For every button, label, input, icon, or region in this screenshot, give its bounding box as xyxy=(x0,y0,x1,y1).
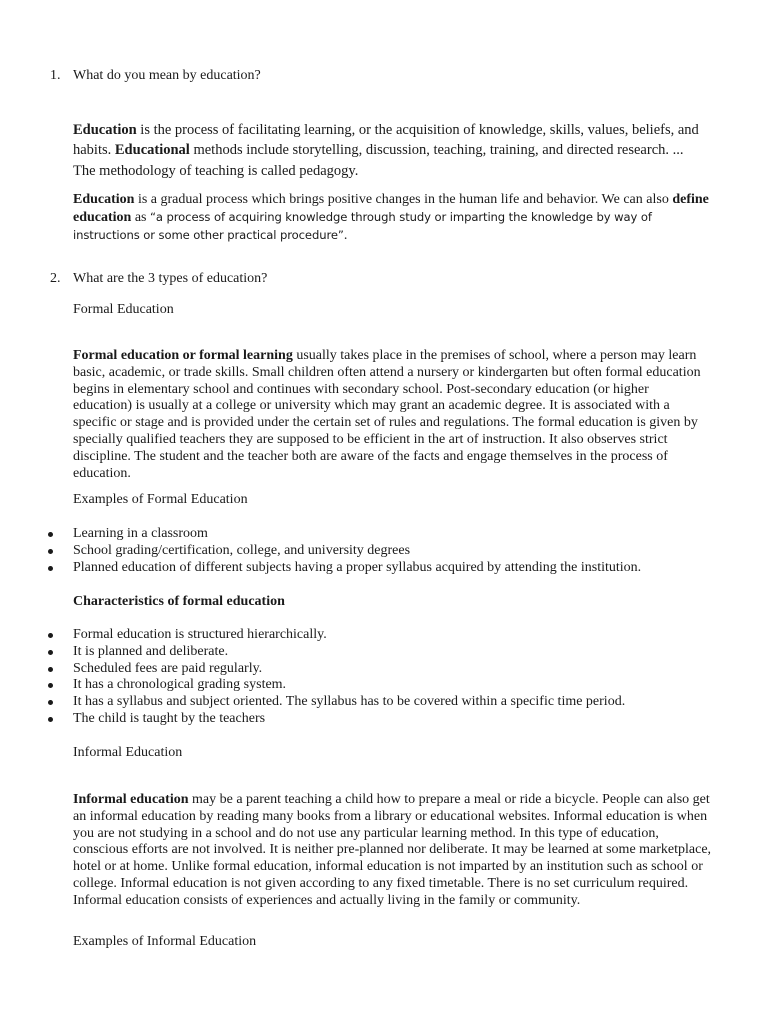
formal-para-text: usually takes place in the premises of school, where a person may learn basic, academic, or trade skills. Small children often attend a nursery or kindergarten but often formal education begins in elementary school and continues with secondary school. Post-secondary education (or higher education) is usually at a college or university which may grant an academic degree. It is associated with a specific or stage and is provided under the certain set of rules and regulations. The formal education is given by specially qualified teachers they are supposed to be efficient in the art of instruction. It also observes strict discipline. The student and the teacher both are aware of the facts and engage themselves in the process of education. xyxy=(73,348,701,481)
q1-p1-bold-1: Education xyxy=(73,121,137,138)
bullet-icon xyxy=(48,700,53,705)
q1-p2-bold-2: define education xyxy=(73,192,709,225)
list-item-text: The child is taught by the teachers xyxy=(73,710,266,726)
q1-p2-end: . xyxy=(343,227,348,243)
bullet-icon xyxy=(48,549,53,554)
q1-p2-quote: “a process of acquiring knowledge through study or imparting the knowledge by way of instructions or some other practical procedure” xyxy=(73,209,652,242)
bullet-icon xyxy=(48,650,53,655)
bullet-icon xyxy=(48,683,53,688)
informal-examples-heading: Examples of Informal Education xyxy=(73,934,257,949)
list-item xyxy=(0,627,740,644)
informal-education-paragraph xyxy=(73,792,713,910)
list-item xyxy=(0,661,740,678)
q1-p2-text-1: is a gradual process which brings positive changes in the human life and behavior. We can also xyxy=(134,192,673,207)
bullet-icon xyxy=(48,717,53,722)
formal-education-paragraph xyxy=(73,348,709,482)
characteristics-heading: Characteristics of formal education xyxy=(73,594,285,609)
question-2-number: 2. xyxy=(50,271,61,286)
bullet-icon xyxy=(48,667,53,672)
formal-para-bold: Formal education or formal learning xyxy=(73,348,293,363)
list-item xyxy=(0,560,740,577)
bullet-icon xyxy=(48,566,53,571)
informal-para-text: may be a parent teaching a child how to prepare a meal or ride a bicycle. People can also get an informal education by reading many books from a library or educational websites. Informal education is when you are not studying in a school and do not use any particular learning method. In this type of education, conscious efforts are not involved. It is neither pre-planned nor deliberate. It may be learned at some marketplace, hotel or at home. Unlike formal education, informal education is not imparted by an institution such as school or college. Informal education is not given according to any fixed timetable. There is no set curriculum required. Informal education consists of experiences and actually living in the family or community. xyxy=(73,792,712,908)
bullet-icon xyxy=(48,633,53,638)
q1-p2-text-2: as xyxy=(131,209,151,225)
list-item-text: It has a syllabus and subject oriented. The syllabus has to be covered within a specific time period. xyxy=(73,694,626,710)
q1-p1-text-2: methods include storytelling, discussion, teaching, training, and directed research. ... The methodology of teaching is called pedagogy. xyxy=(73,142,684,179)
list-item-text: Scheduled fees are paid regularly. xyxy=(73,660,263,676)
list-item xyxy=(0,694,740,711)
list-item-text: Learning in a classroom xyxy=(73,526,208,541)
list-item-text: It is planned and deliberate. xyxy=(73,643,229,659)
question-1-text: What do you mean by education? xyxy=(73,68,261,83)
list-item-text: Planned education of different subjects having a proper syllabus acquired by attending the institution. xyxy=(73,559,642,575)
list-item xyxy=(0,526,740,543)
list-item-text: It has a chronological grading system. xyxy=(73,677,287,693)
q1-p2-bold-1: Education xyxy=(73,192,135,207)
question-1-number: 1. xyxy=(50,68,61,83)
list-item xyxy=(0,644,740,661)
q1-p1-text-1: is the process of facilitating learning, or the acquisition of knowledge, skills, values, beliefs, and habits. xyxy=(73,121,699,158)
bullet-icon xyxy=(48,532,53,537)
characteristics-list xyxy=(0,627,740,728)
formal-education-heading: Formal Education xyxy=(73,302,174,317)
question-2-text: What are the 3 types of education? xyxy=(73,271,268,286)
q1-paragraph-1 xyxy=(73,120,703,182)
informal-para-bold: Informal education xyxy=(73,792,189,807)
list-item xyxy=(0,677,740,694)
list-item-text: Formal education is structured hierarchically. xyxy=(73,627,327,642)
formal-examples-list xyxy=(0,526,740,576)
list-item-text: School grading/certification, college, and university degrees xyxy=(73,542,411,558)
formal-examples-heading: Examples of Formal Education xyxy=(73,492,248,507)
informal-education-heading: Informal Education xyxy=(73,745,183,760)
q1-p1-bold-2: Educational xyxy=(114,142,190,158)
q1-paragraph-2 xyxy=(73,192,718,244)
list-item xyxy=(0,711,740,728)
list-item xyxy=(0,543,740,560)
